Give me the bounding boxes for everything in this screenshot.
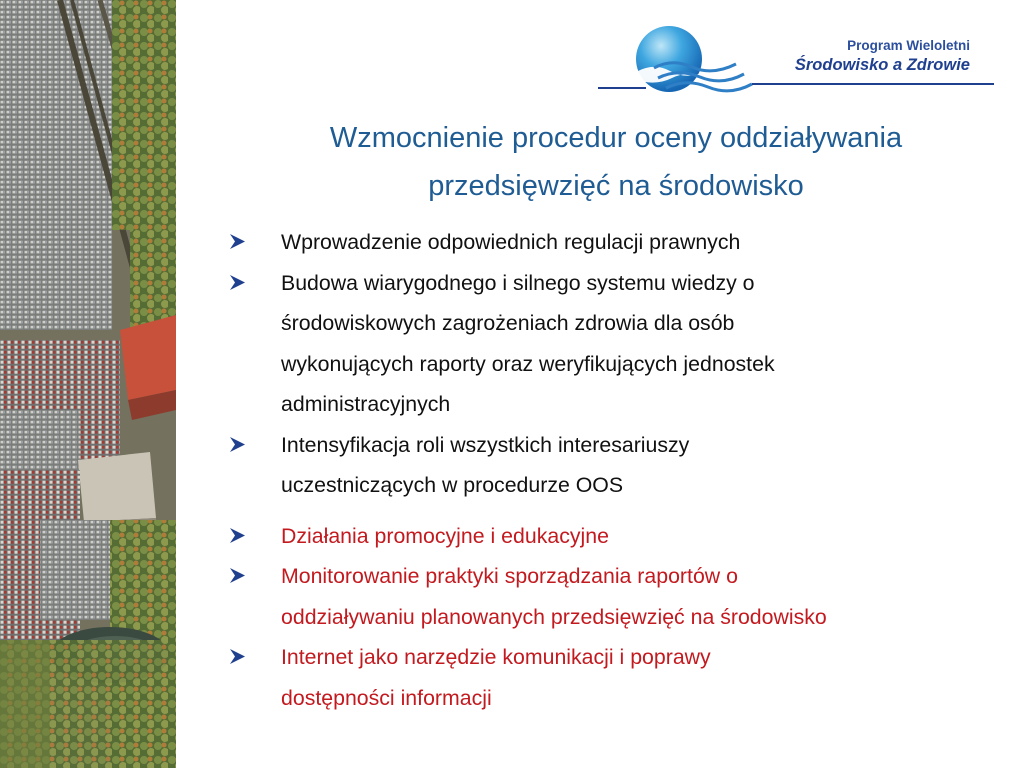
arrowhead-bullet-icon	[229, 274, 246, 291]
bullet-text-line: uczestniczących w procedurze OOS	[281, 473, 624, 497]
logo-program-name: Środowisko a Zdrowie	[794, 56, 970, 74]
arrowhead-bullet-icon	[229, 436, 246, 453]
bullet-text-line: oddziaływaniu planowanych przedsięwzięć na środowisko	[281, 604, 827, 629]
bullet-text-line: Monitorowanie praktyki sporządzania raportów o	[281, 564, 738, 588]
arrowhead-bullet-icon	[229, 233, 246, 250]
slide-title-line-1: Wzmocnienie procedur oceny oddziaływania	[329, 122, 903, 154]
bullet-text-line: Działania promocyjne i edukacyjne	[281, 523, 609, 548]
bullet-text-line: dostępności informacji	[281, 685, 492, 710]
bullet-item-highlighted	[229, 516, 1019, 557]
bullet-item	[229, 222, 1019, 263]
bullet-text-line: środowiskowych zagrożeniach zdrowia dla osób	[281, 311, 735, 335]
arrowhead-bullet-icon	[229, 567, 246, 584]
logo-program-label: Program Wieloletni	[847, 38, 970, 53]
logo-divider	[752, 83, 994, 85]
arrowhead-bullet-icon	[229, 527, 246, 544]
slide-title	[246, 114, 986, 210]
bullet-list	[229, 222, 1019, 718]
bullet-item-highlighted	[229, 637, 1019, 718]
slide-title-line-2: przedsięwzięć na środowisko	[428, 170, 804, 202]
logo-divider-short	[598, 87, 646, 89]
arrowhead-bullet-icon	[229, 648, 246, 665]
bullet-item-highlighted	[229, 556, 1019, 637]
bullet-text-line: administracyjnych	[281, 392, 451, 416]
bullet-item	[229, 263, 1019, 425]
aerial-car-park-photo	[0, 0, 176, 768]
bullet-text-line: Internet jako narzędzie komunikacji i poprawy	[281, 645, 711, 669]
bullet-text-line: wykonujących raporty oraz weryfikujących jednostek	[281, 351, 775, 376]
bullet-text-line: Budowa wiarygodnego i silnego systemu wiedzy o	[281, 270, 755, 295]
bullet-item	[229, 425, 1019, 506]
bullet-text-line: Wprowadzenie odpowiednich regulacji prawnych	[281, 230, 741, 254]
bullet-text-line: Intensyfikacja roli wszystkich interesariuszy	[281, 432, 690, 457]
